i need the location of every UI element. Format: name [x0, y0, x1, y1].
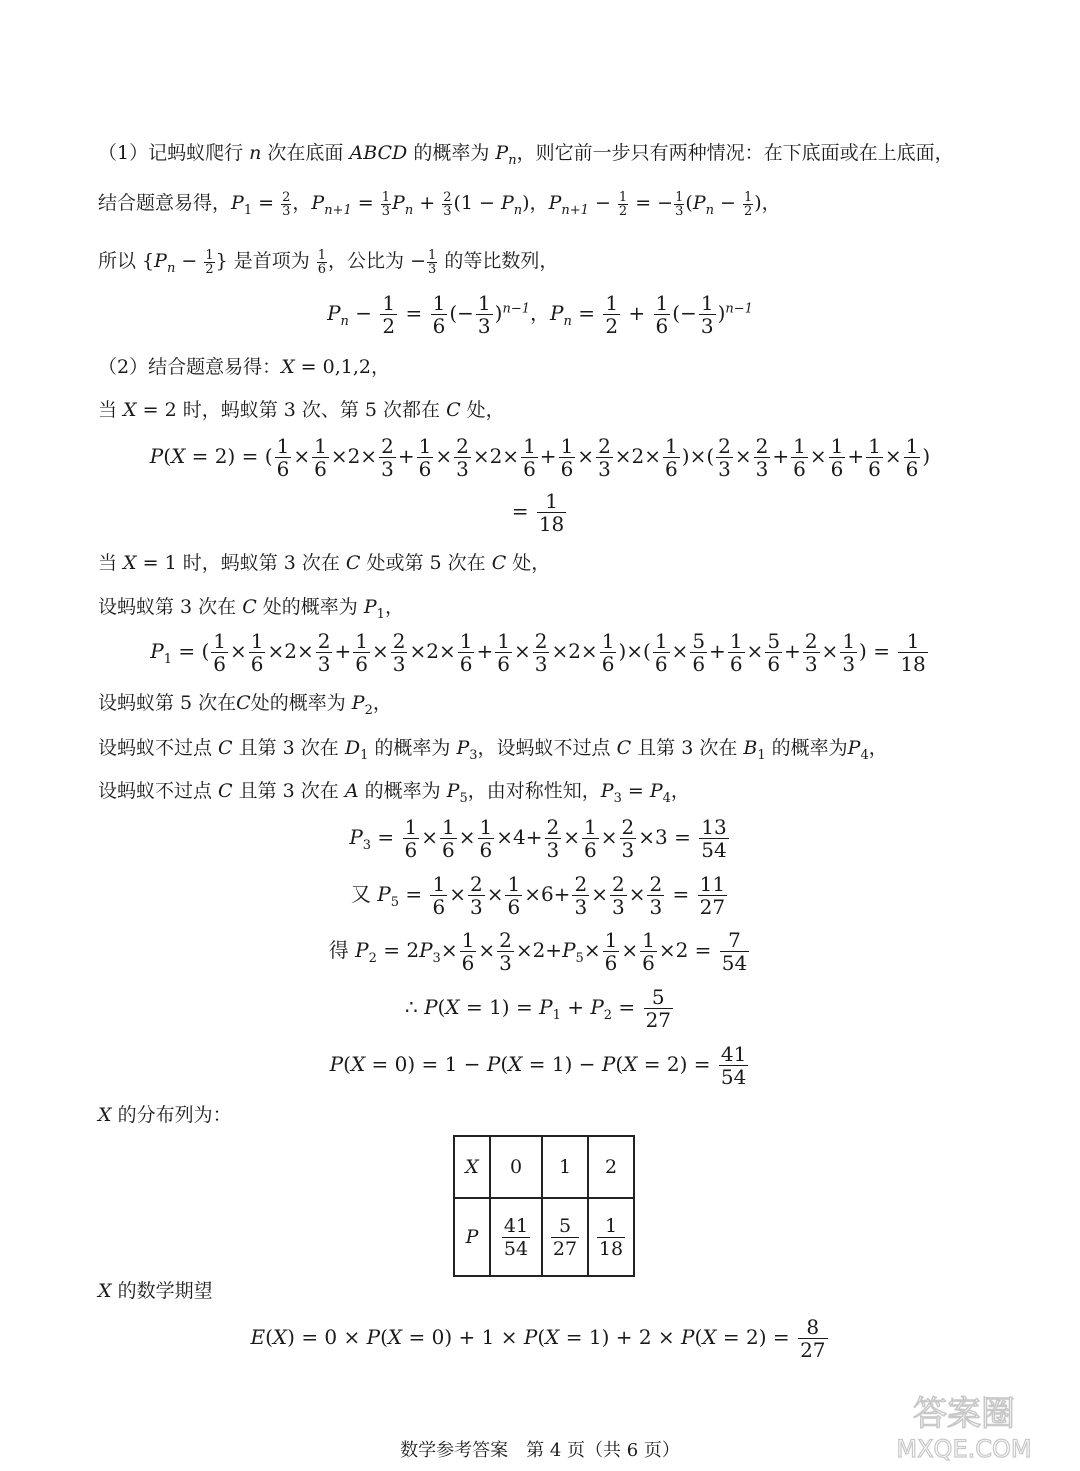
- part1-line1: （1）记蚂蚁爬行 n 次在底面 ABCD 的概率为 $P_n$，则它前一步只有两种情况：在下底面或在上底面，: [98, 142, 954, 168]
- eq-px0: P(X = 0) = 1 − P(X = 1) − P(X = 2) = $\frac{41}{54}$: [329, 1042, 747, 1089]
- part2-line5: 设蚂蚁第 5 次在C处的概率为 $P_2$，: [98, 692, 392, 718]
- eq-px1: ∴ $P(X = 1) = P_1 + P_2$ = $\frac{5}{27}$: [404, 985, 672, 1032]
- part1-line3: 所以 {$P_n$ − $\frac{1}{2}$ } 是首项为 $\frac{1}{6}$ ，公比为 − $\frac{1}{3}$ 的等比数列，: [98, 247, 559, 277]
- table-cell: 2: [588, 1136, 634, 1198]
- eq-p1: $P_1$ = ( $\frac{1}{6}$ × $\frac{1}{6}$ ×2× $\frac{2}{3}$ + $\frac{1}{6}$ × $\frac{2}{3}$ ×2× $\frac{1}{6}$ + $\frac{1}{6}$ × $\frac{2}{3}$ ×2× $\frac{1}{6}$ )×( $\frac{1}{6}$ × $\frac{5}{6}$ + $\frac{1}{6}$ × $\frac{5}{6}$ + $\frac{2}{3}$ × $\frac{1}{3}$ ) = $\frac{1}{18}$: [150, 629, 926, 676]
- table-cell: $\frac{1}{18}$: [588, 1198, 634, 1276]
- part2-line3: 当 X = 1 时，蚂蚁第 3 次在 C 处或第 5 次在 C 处，: [98, 552, 551, 574]
- table-cell: X: [454, 1136, 490, 1198]
- table-cell: 0: [490, 1136, 542, 1198]
- eq-ex: E(X) = 0 × P(X = 0) + 1 × P(X = 1) + 2 × P(X = 2) = $\frac{8}{27}$: [250, 1315, 826, 1362]
- eq-p5: 又 $P_5$ = $\frac{1}{6}$ × $\frac{2}{3}$ × $\frac{1}{6}$ ×6+ $\frac{2}{3}$ × $\frac{2}{3}$ × $\frac{2}{3}$ = $\frac{11}{27}$: [350, 872, 726, 919]
- table-row: [454, 1136, 634, 1198]
- eq-px2: P(X = 2) = ( $\frac{1}{6}$ × $\frac{1}{6}$ ×2× $\frac{2}{3}$ + $\frac{1}{6}$ × $\frac{2}{3}$ ×2× $\frac{1}{6}$ + $\frac{1}{6}$ × $\frac{2}{3}$ ×2× $\frac{1}{6}$ )×( $\frac{2}{3}$ × $\frac{2}{3}$ + $\frac{1}{6}$ × $\frac{1}{6}$ + $\frac{1}{6}$ × $\frac{1}{6}$ ): [149, 434, 931, 481]
- page-footer: 数学参考答案 第 4 页（共 6 页）: [400, 1440, 680, 1461]
- part2-line6: 设蚂蚁不过点 C 且第 3 次在 $D_1$ 的概率为 $P_3$，设蚂蚁不过点 C 且第 3 次在 $B_1$ 的概率为$P_4$，: [98, 737, 888, 763]
- table-row: [454, 1198, 634, 1276]
- part1-line2: 结合题意易得，$P_1$ = $\frac{2}{3}$ ，$P_{n+1}$ = $\frac{1}{3}$ $P_n$ + $\frac{2}{3}$ $(1 - P_n)$，$P_{n+1}$ − $\frac{1}{2}$ = − $\frac{1}{3}$ ($P_n$ − $\frac{1}{2}$ )，: [98, 189, 781, 219]
- watermark-logo: [874, 1385, 1054, 1465]
- part2-line7: 设蚂蚁不过点 C 且第 3 次在 A 的概率为 $P_5$，由对称性知，$P_3 = P_4$，: [98, 780, 690, 806]
- svg-text:MXQE.COM: MXQE.COM: [896, 1435, 1032, 1463]
- part2-line4: 设蚂蚁第 3 次在 C 处的概率为 $P_1$，: [98, 596, 404, 622]
- distribution-table: [453, 1135, 635, 1277]
- part2-line2: 当 X = 2 时，蚂蚁第 3 次、第 5 次都在 C 处，: [98, 399, 505, 421]
- svg-text:答案圈: 答案圈: [913, 1394, 1015, 1434]
- expect-label: X 的数学期望: [98, 1280, 213, 1302]
- table-cell: P: [454, 1198, 490, 1276]
- table-cell: 1: [542, 1136, 588, 1198]
- eq-p2: 得 $P_2 = 2P_3\times$ $\frac{1}{6}$ × $\frac{2}{3}$ $\times 2+P_5\times$ $\frac{1}{6}$ × $\frac{1}{6}$ ×2 = $\frac{7}{54}$: [328, 928, 748, 975]
- table-cell: $\frac{41}{54}$: [490, 1198, 542, 1276]
- part2-line1: （2）结合题意易得：X = 0,1,2，: [98, 356, 390, 378]
- part1-formula: $P_n$ − $\frac{1}{2}$ = $\frac{1}{6}$ (− $\frac{1}{3}$ )$^{n-1}$，$P_n$ = $\frac{1}{2}$ + $\frac{1}{6}$ (− $\frac{1}{3}$ )$^{n-1}$: [327, 291, 753, 338]
- dist-label: X 的分布列为：: [98, 1104, 232, 1126]
- eq-px2-result: = $\frac{1}{18}$: [511, 489, 565, 536]
- eq-p3: $P_3$ = $\frac{1}{6}$ × $\frac{1}{6}$ × $\frac{1}{6}$ ×4+ $\frac{2}{3}$ × $\frac{1}{6}$ × $\frac{2}{3}$ ×3 = $\frac{13}{54}$: [349, 815, 727, 862]
- table-cell: $\frac{5}{27}$: [542, 1198, 588, 1276]
